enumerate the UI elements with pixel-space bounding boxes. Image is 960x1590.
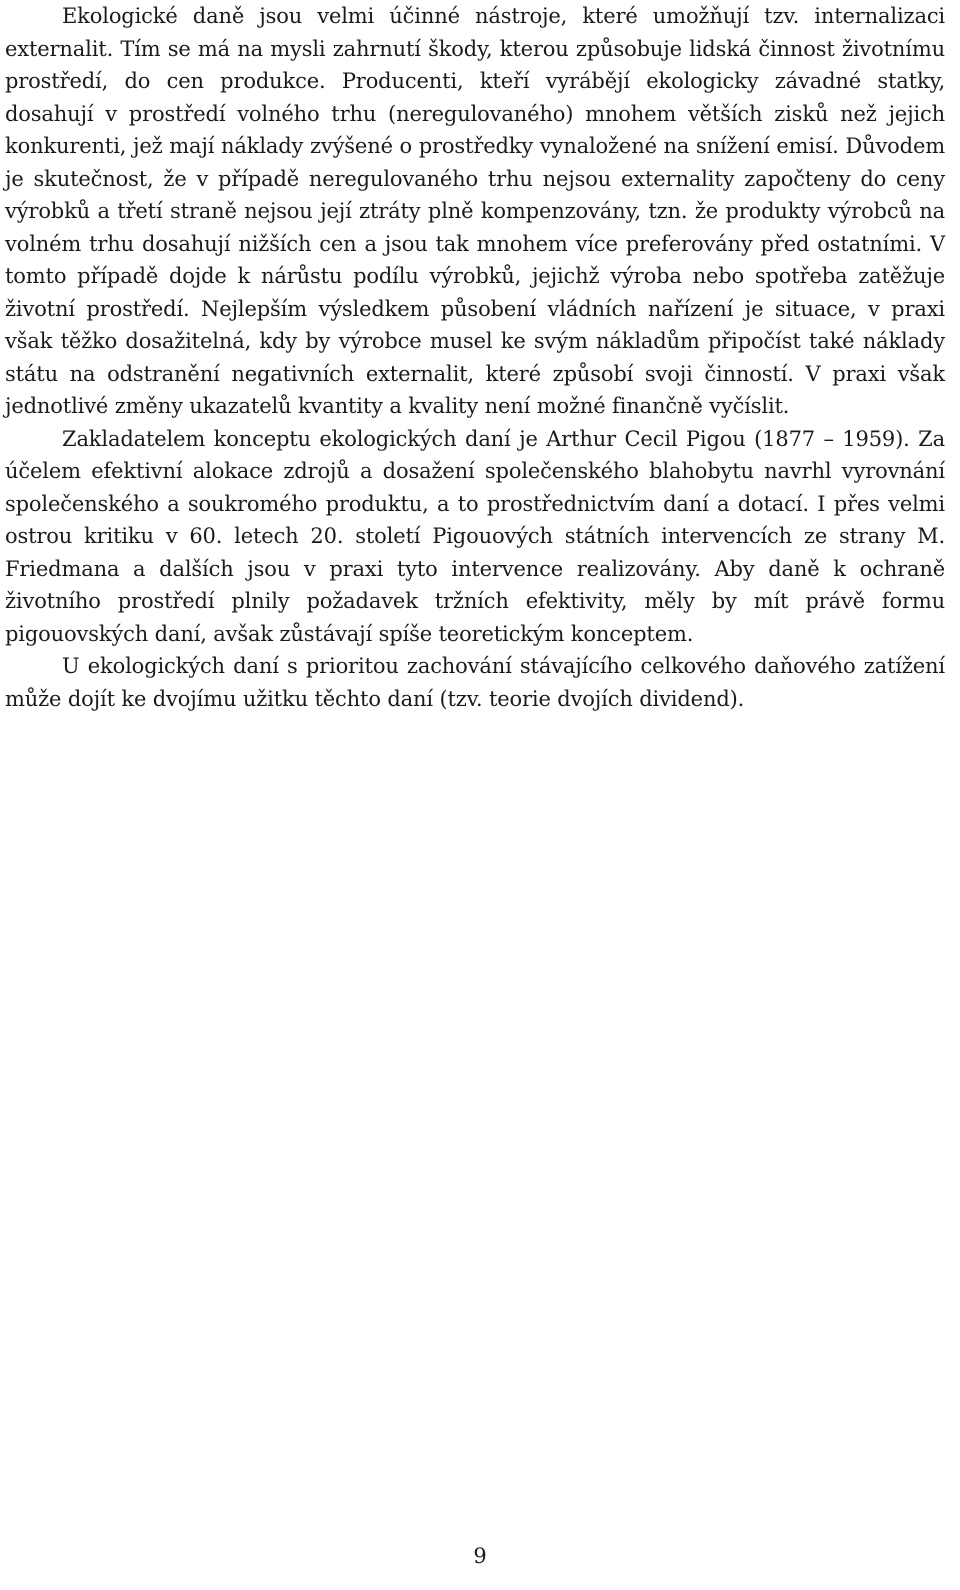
paragraph-double-dividend: U ekologických daní s prioritou zachování stávajícího celkového daňového zatížení může dojít ke dvojímu užitku těchto daní (tzv. teorie dvojích dividend). xyxy=(5,654,945,711)
page-number: 9 xyxy=(473,1544,487,1568)
paragraph-ecological-taxes: Ekologické daně jsou velmi účinné nástroje, které umožňují tzv. internalizaci externalit. Tím se má na mysli zahrnutí škody, kterou způsobuje lidská činnost životnímu prostředí, do cen produkce. Producenti, kteří vyrábějí ekologicky závadné statky, dosahují v prostředí volného trhu (neregulovaného) mnohem větších zisků než jejich konkurenti, jež mají náklady zvýšené o prostředky vynaložené na snížení emisí. Důvodem je skutečnost, že v případě neregulovaného trhu nejsou externality započteny do ceny výrobků a třetí straně nejsou její ztráty plně kompenzovány, tzn. že produkty výrobců na volném trhu dosahují nižších cen a jsou tak mnohem více preferovány před ostatními. V tomto případě dojde k nárůstu podílu výrobků, jejichž výroba nebo spotřeba zatěžuje životní prostředí. Nejlepším výsledkem působení vládních nařízení je situace, v praxi však těžko dosažitelná, kdy by výrobce musel ke svým nákladům připočíst také náklady státu na odstranění negativních externalit, které způsobí svoji činností. V praxi však jednotlivé změny ukazatelů kvantity a kvality není možné finančně vyčíslit. xyxy=(5,4,945,418)
paragraph-pigou: Zakladatelem konceptu ekologických daní je Arthur Cecil Pigou (1877 – 1959). Za účelem efektivní alokace zdrojů a dosažení společenského blahobytu navrhl vyrovnání společenského a soukromého produktu, a to prostřednictvím daní a dotací. I přes velmi ostrou kritiku v 60. letech 20. století Pigouových státních intervencích ze strany M. Friedmana a dalších jsou v praxi tyto intervence realizovány. Aby daně k ochraně životního prostředí plnily požadavek tržních efektivity, měly by mít právě formu pigouovských daní, avšak zůstávají spíše teoretickým konceptem. xyxy=(5,426,945,646)
body-text xyxy=(5,0,945,715)
